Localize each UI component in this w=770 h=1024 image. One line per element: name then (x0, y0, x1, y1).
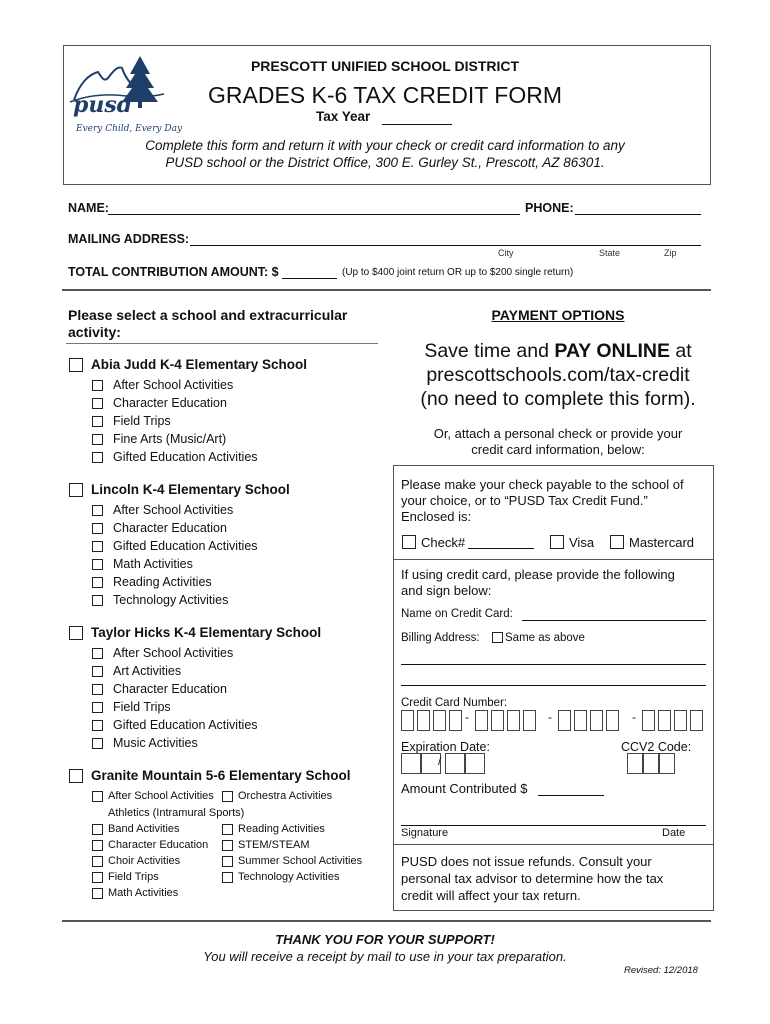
cc-line1: If using credit card, please provide the following (401, 567, 675, 582)
activity-label: Reading Activities (238, 823, 325, 835)
pay-online-text-c: at (669, 340, 692, 362)
activity-label: Character Education (108, 839, 209, 851)
state-label: State (599, 248, 621, 258)
same-as-above-checkbox[interactable] (492, 632, 503, 643)
select-heading-line1: Please select a school and extracurricular (68, 307, 348, 323)
activity-label: Reading Activities (113, 575, 212, 589)
card-number-label: Credit Card Number: (401, 697, 508, 709)
billing-address-field[interactable] (401, 664, 706, 665)
activity-checkbox[interactable] (92, 840, 103, 851)
address-field[interactable] (190, 245, 701, 246)
payment-box-divider (393, 844, 714, 845)
activity-checkbox[interactable] (92, 434, 103, 445)
activity-checkbox[interactable] (92, 791, 103, 802)
signature-label: Signature (401, 827, 449, 839)
payable-line1: Please make your check payable to the school of (401, 477, 684, 492)
activity-label: Math Activities (108, 887, 179, 899)
expiration-slash: / (438, 754, 442, 768)
activity-label: Field Trips (113, 700, 171, 714)
heading-underline (66, 343, 378, 344)
thank-you: THANK YOU FOR YOUR SUPPORT! (275, 932, 495, 947)
total-label: TOTAL CONTRIBUTION AMOUNT: $ (68, 265, 279, 279)
logo-text: pusd (73, 92, 133, 118)
pay-online-note: (no need to complete this form). (420, 388, 696, 410)
date-label: Date (662, 827, 686, 839)
pay-online-emphasis: PAY ONLINE (554, 340, 670, 362)
ccv-label: CCV2 Code: (621, 740, 692, 754)
section-divider (62, 289, 711, 291)
activity-checkbox[interactable] (92, 416, 103, 427)
name-field[interactable] (108, 214, 520, 215)
form-title: GRADES K-6 TAX CREDIT FORM (208, 82, 562, 108)
total-note: (Up to $400 joint return OR up to $200 single return) (342, 267, 574, 278)
activity-label: Technology Activities (238, 871, 340, 883)
same-as-above-label: Same as above (505, 632, 585, 644)
signature-field[interactable] (401, 825, 706, 826)
expiration-label: Expiration Date: (401, 740, 490, 754)
pay-online-line1 (396, 340, 720, 363)
school-checkbox[interactable] (69, 769, 83, 783)
mastercard-label: Mastercard (629, 535, 695, 550)
school-name: Lincoln K-4 Elementary School (91, 482, 290, 497)
refund-line3: credit will affect your tax return. (401, 888, 581, 903)
activity-label: Summer School Activities (238, 855, 363, 867)
pay-online-url[interactable]: prescottschools.com/tax-credit (426, 364, 690, 386)
city-label: City (498, 248, 514, 258)
activity-label: Athletics (Intramural Sports) (108, 807, 245, 819)
activity-checkbox[interactable] (92, 523, 103, 534)
total-field[interactable] (282, 278, 337, 279)
refund-line1: PUSD does not issue refunds. Consult your (401, 854, 652, 869)
activity-label: Character Education (113, 682, 227, 696)
activity-checkbox[interactable] (92, 888, 103, 899)
activity-checkbox[interactable] (222, 840, 233, 851)
activity-label: After School Activities (108, 790, 214, 802)
tax-year-label: Tax Year (316, 109, 371, 124)
activity-checkbox[interactable] (222, 791, 233, 802)
phone-field[interactable] (575, 214, 701, 215)
amount-field[interactable] (538, 795, 604, 796)
select-heading-line2: activity: (68, 324, 121, 340)
activity-label: Math Activities (113, 557, 193, 571)
school-checkbox[interactable] (69, 483, 83, 497)
activity-checkbox[interactable] (92, 452, 103, 463)
instructions-line1: Complete this form and return it with your check or credit card information to any (145, 138, 625, 153)
card-dash: - (548, 710, 552, 724)
phone-label: PHONE: (525, 201, 574, 215)
activity-checkbox[interactable] (92, 702, 103, 713)
name-on-card-field[interactable] (522, 620, 706, 621)
ccv-cells[interactable] (627, 753, 675, 774)
activity-checkbox[interactable] (92, 577, 103, 588)
attach-line2: credit card information, below: (471, 442, 645, 457)
pay-online-text-a: Save time and (424, 340, 555, 362)
instructions-line2: PUSD school or the District Office, 300 E. Gurley St., Prescott, AZ 86301. (165, 155, 605, 170)
tax-year-field[interactable] (382, 124, 452, 125)
activity-checkbox[interactable] (92, 398, 103, 409)
logo-tagline: Every Child, Every Day (76, 124, 183, 134)
activity-checkbox[interactable] (92, 720, 103, 731)
school-name: Abia Judd K-4 Elementary School (91, 357, 308, 372)
footer-divider (62, 920, 711, 922)
activity-label: Technology Activities (113, 593, 229, 607)
billing-label: Billing Address: (401, 632, 480, 644)
card-dash: - (632, 710, 636, 724)
school-name: Granite Mountain 5-6 Elementary School (91, 768, 351, 783)
mastercard-checkbox[interactable] (610, 535, 624, 549)
activity-label: Orchestra Activities (238, 790, 333, 802)
school-checkbox[interactable] (69, 626, 83, 640)
activity-label: Character Education (113, 396, 227, 410)
activity-checkbox[interactable] (222, 856, 233, 867)
activity-label: Character Education (113, 521, 227, 535)
activity-label: Art Activities (113, 664, 182, 678)
visa-checkbox[interactable] (550, 535, 564, 549)
activity-label: STEM/STEAM (238, 839, 310, 851)
activity-checkbox[interactable] (92, 541, 103, 552)
activity-checkbox[interactable] (92, 380, 103, 391)
activity-checkbox[interactable] (92, 824, 103, 835)
activity-checkbox[interactable] (92, 738, 103, 749)
cc-line2: and sign below: (401, 583, 492, 598)
billing-address-field[interactable] (401, 685, 706, 686)
refund-line2: personal tax advisor to determine how the tax (401, 871, 664, 886)
payment-box-divider (393, 559, 714, 560)
activity-label: After School Activities (113, 503, 234, 517)
name-on-card-label: Name on Credit Card: (401, 608, 513, 620)
activity-checkbox[interactable] (92, 595, 103, 606)
activity-label: Choir Activities (108, 855, 181, 867)
activity-checkbox[interactable] (92, 559, 103, 570)
activity-checkbox[interactable] (92, 666, 103, 677)
payable-line2: your choice, or to “PUSD Tax Credit Fund.” (401, 493, 648, 508)
school-name: Taylor Hicks K-4 Elementary School (91, 625, 322, 640)
activity-label: Field Trips (113, 414, 171, 428)
activity-checkbox[interactable] (92, 684, 103, 695)
activity-checkbox[interactable] (92, 856, 103, 867)
payable-line3: Enclosed is: (401, 509, 472, 524)
activity-checkbox[interactable] (222, 824, 233, 835)
activity-checkbox[interactable] (222, 872, 233, 883)
activity-checkbox[interactable] (92, 648, 103, 659)
activity-label: After School Activities (113, 378, 234, 392)
school-checkbox[interactable] (69, 358, 83, 372)
revised-date: Revised: 12/2018 (624, 965, 698, 976)
check-checkbox[interactable] (402, 535, 416, 549)
visa-label: Visa (569, 535, 595, 550)
activity-label: Gifted Education Activities (113, 450, 258, 464)
name-label: NAME: (68, 201, 109, 215)
payment-heading: PAYMENT OPTIONS (491, 307, 625, 323)
activity-label: Gifted Education Activities (113, 718, 258, 732)
activity-label: After School Activities (113, 646, 234, 660)
receipt-note: You will receive a receipt by mail to use in your tax preparation. (203, 949, 567, 964)
district-name: PRESCOTT UNIFIED SCHOOL DISTRICT (250, 58, 520, 74)
activity-label: Gifted Education Activities (113, 539, 258, 553)
check-number-field[interactable] (468, 548, 534, 549)
expiration-cells[interactable] (401, 753, 485, 774)
card-dash: - (465, 710, 469, 724)
zip-label: Zip (664, 248, 677, 258)
activity-label: Field Trips (108, 871, 159, 883)
address-label: MAILING ADDRESS: (68, 232, 190, 246)
activity-label: Band Activities (108, 823, 180, 835)
activity-label: Fine Arts (Music/Art) (113, 432, 227, 446)
attach-line1: Or, attach a personal check or provide your (433, 426, 683, 441)
card-number-cells[interactable] (401, 710, 711, 731)
activity-label: Music Activities (113, 736, 198, 750)
activity-checkbox[interactable] (92, 872, 103, 883)
activity-checkbox[interactable] (92, 505, 103, 516)
amount-label: Amount Contributed $ (401, 781, 528, 796)
check-label: Check# (421, 535, 466, 550)
